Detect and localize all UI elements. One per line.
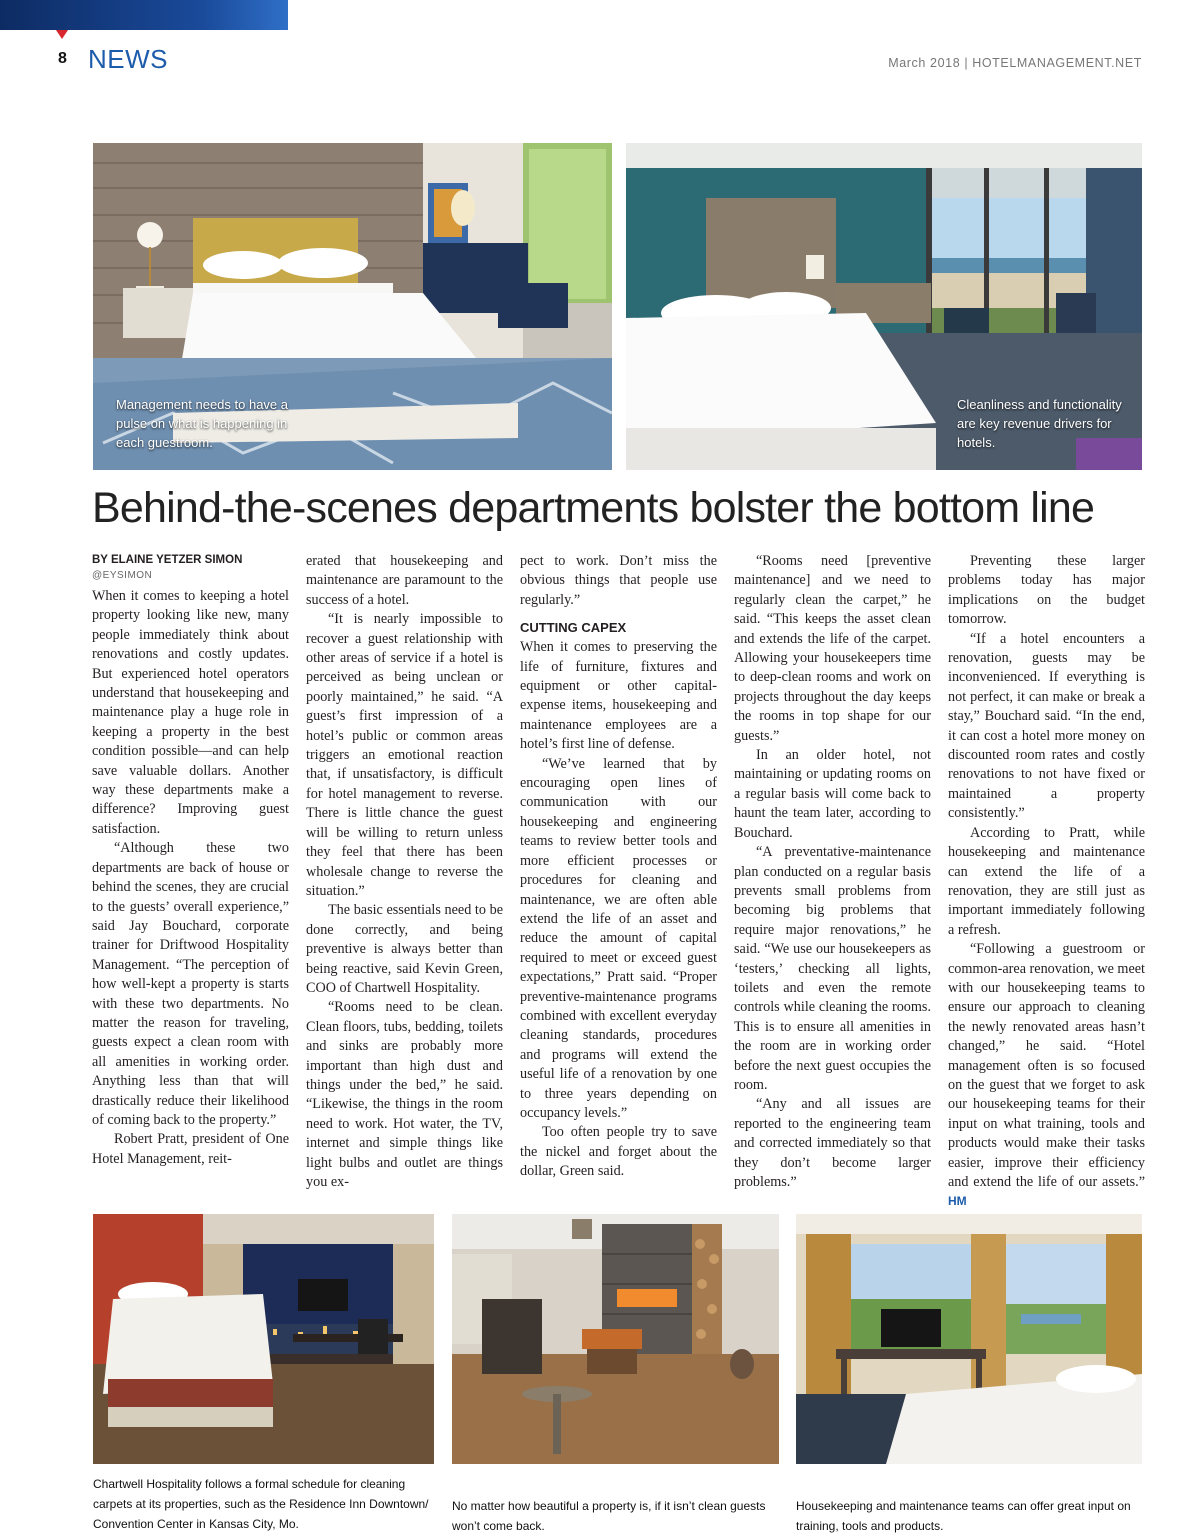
section-label: NEWS bbox=[88, 44, 168, 74]
paragraph: The basic essentials need to be done correctly, and being preventive is always better than being reactive, said Kevin Green, COO of Chartwell Hospitality. bbox=[306, 902, 503, 996]
article-column-5 bbox=[948, 552, 1145, 1212]
paragraph: “Rooms need to be clean. Clean floors, tubs, bedding, toilets and sinks are probably more important than high dust and things under the bed,” he said. “Likewise, the things in the room need to work. Hot water, the TV, internet and simple things like light bulbs and outlet are things you ex- bbox=[306, 999, 503, 1190]
photo-guestroom-lake-view bbox=[796, 1214, 1142, 1464]
paragraph: “A preventative-maintenance plan conducted on a regular basis prevents small problems from becoming big problems that require major renovations,” he said. “We use our housekeepers as ‘testers,’ checking all lights, toilets and even the remote controls while cleaning the rooms. This is to ensure all amenities in the room are in working order before the next guest occupies the room. bbox=[734, 844, 931, 1093]
room-illustration-4 bbox=[796, 1214, 1142, 1464]
room-illustration-3 bbox=[93, 1214, 434, 1464]
paragraph: erated that housekeeping and maintenance are paramount to the success of a hotel. bbox=[306, 553, 503, 608]
page-number: 8 bbox=[58, 50, 67, 67]
author-handle: @EYSIMON bbox=[92, 570, 153, 581]
paragraph: “It is nearly impossible to recover a guest relationship with other areas of service if a hotel is perceived as being unclean or poorly maintained,” he said. “A guest’s first impression of a hotel’s public or common areas triggers an emotional reaction that, if unsatisfactory, is difficult for hotel management to reverse. There is little chance the guest will be willing to return unless they feel that there has been wholesale change to reverse the situation.” bbox=[306, 611, 503, 899]
photo-caption: Cleanliness and functionality are key revenue drivers for hotels. bbox=[957, 397, 1122, 450]
red-marker-triangle bbox=[56, 30, 68, 39]
paragraph: “We’ve learned that by encouraging open lines of communication with our housekeeping and engineering teams to review better tools and more efficient processes or procedures for cleaning and maintenance, we are often able extend the life of an asset and reduce the amount of capital required to meet or exceed guest expectations,” Pratt said. “Proper preventive-maintenance programs combined with excellent everyday cleaning standards, procedures and programs will extend the useful life of a renovation by one to three years depending on occupancy levels.” bbox=[520, 755, 717, 1121]
lobby-illustration bbox=[452, 1214, 779, 1464]
photo-caption: Management needs to have a pulse on what is happening in each guestroom. bbox=[116, 397, 289, 450]
photo-caption: Chartwell Hospitality follows a formal schedule for cleaning carpets at its properties, such as the Residence Inn Downtown/ Convention Center in Kansas City, Mo. bbox=[93, 1477, 429, 1531]
paragraph: pect to work. Don’t miss the obvious things that people use regularly.” bbox=[520, 553, 717, 608]
paragraph: “If a hotel encounters a renovation, guests may be inconvenienced. If everything is not perfect, it can make or break a stay,” Bouchard said. “In the end, it can cost a hotel more money on discounted room rates and costly renovations to not have fixed or maintained a property consistently.” bbox=[948, 630, 1145, 822]
paragraph: When it comes to keeping a hotel property looking like new, many people immediately think about renovations and costly updates. But experienced hotel operators understand that housekeeping and maintenance play a huge role in keeping a property in the best condition possible—and can help save valuable dollars. Another way these departments make a difference? Improving guest satisfaction. bbox=[92, 588, 289, 837]
paragraph: When it comes to preserving the life of furniture, fixtures and equipment or other capital-expense items, housekeeping and maintenance employees are a hotel’s first line of defense. bbox=[520, 639, 717, 753]
paragraph: According to Pratt, while housekeeping and maintenance can extend the life of a renovation, they are still just as important immediately following a refresh. bbox=[948, 824, 1145, 938]
photo-residence-inn-room bbox=[93, 1214, 434, 1464]
photo-caption: Housekeeping and maintenance teams can offer great input on training, tools and products. bbox=[796, 1499, 1131, 1533]
article-column-1 bbox=[92, 552, 289, 1169]
photo-caption: No matter how beautiful a property is, if it isn’t clean guests won’t come back. bbox=[452, 1499, 766, 1533]
article-column-2 bbox=[306, 552, 503, 1192]
photo-guestroom-wood-wall bbox=[93, 143, 612, 470]
photo-guestroom-ocean-view bbox=[626, 143, 1142, 470]
paragraph-text: “Following a guestroom or common-area renovation, we meet with our housekeeping teams to ensure our approach to cleaning the newly renovated areas hasn’t changed,” he said. “Hotel management often is so focused on the guest that we forget to ask our housekeeping teams for their input on what training, tools and products would make their tasks easier, improve their efficiency and extend the life of our assets.” bbox=[948, 941, 1145, 1190]
paragraph: “Rooms need [preventive maintenance] and we need to regularly clean the carpet,” he said. “This keeps the asset clean and extends the life of the carpet. Allowing your housekeepers time to deep-clean rooms and work on projects throughout the day keeps the rooms in top shape for our guests.” bbox=[734, 553, 931, 744]
photo-hotel-lobby bbox=[452, 1214, 779, 1464]
paragraph: “Although these two departments are back of house or behind the scenes, they are crucial to the guests’ overall experience,” said Jay Bouchard, corporate trainer for Driftwood Hospitality Management. “The perception of how well-kept a property is starts with these two departments. No matter the reason for traveling, guests expect a clean room with all amenities in working order. Anything less than that will drastically reduce their likelihood of coming back to the property.” bbox=[92, 840, 289, 1128]
paragraph: In an older hotel, not maintaining or updating rooms on a regular basis will come back to haunt the team later, according to Bouchard. bbox=[734, 747, 931, 841]
paragraph: Preventing these larger problems today has major implications on the budget tomorrow. bbox=[948, 553, 1145, 628]
paragraph: Robert Pratt, president of One Hotel Management, reit- bbox=[92, 1131, 289, 1167]
end-mark: HM bbox=[948, 1194, 967, 1209]
paragraph: Too often people try to save the nickel and forget about the dollar, Green said. bbox=[520, 1124, 717, 1180]
byline: BY ELAINE YETZER SIMON bbox=[92, 554, 243, 566]
top-color-bar bbox=[0, 0, 288, 30]
publication-line: March 2018 | HOTELMANAGEMENT.NET bbox=[888, 56, 1142, 70]
subhead: CUTTING CAPEX bbox=[520, 620, 627, 636]
paragraph-final bbox=[948, 940, 1145, 1212]
paragraph: “Any and all issues are reported to the engineering team and corrected immediately so that they don’t become larger problems.” bbox=[734, 1096, 931, 1190]
article-headline: Behind-the-scenes departments bolster the bottom line bbox=[92, 484, 1095, 532]
article-column-4 bbox=[734, 552, 931, 1192]
article-column-3 bbox=[520, 552, 717, 1182]
